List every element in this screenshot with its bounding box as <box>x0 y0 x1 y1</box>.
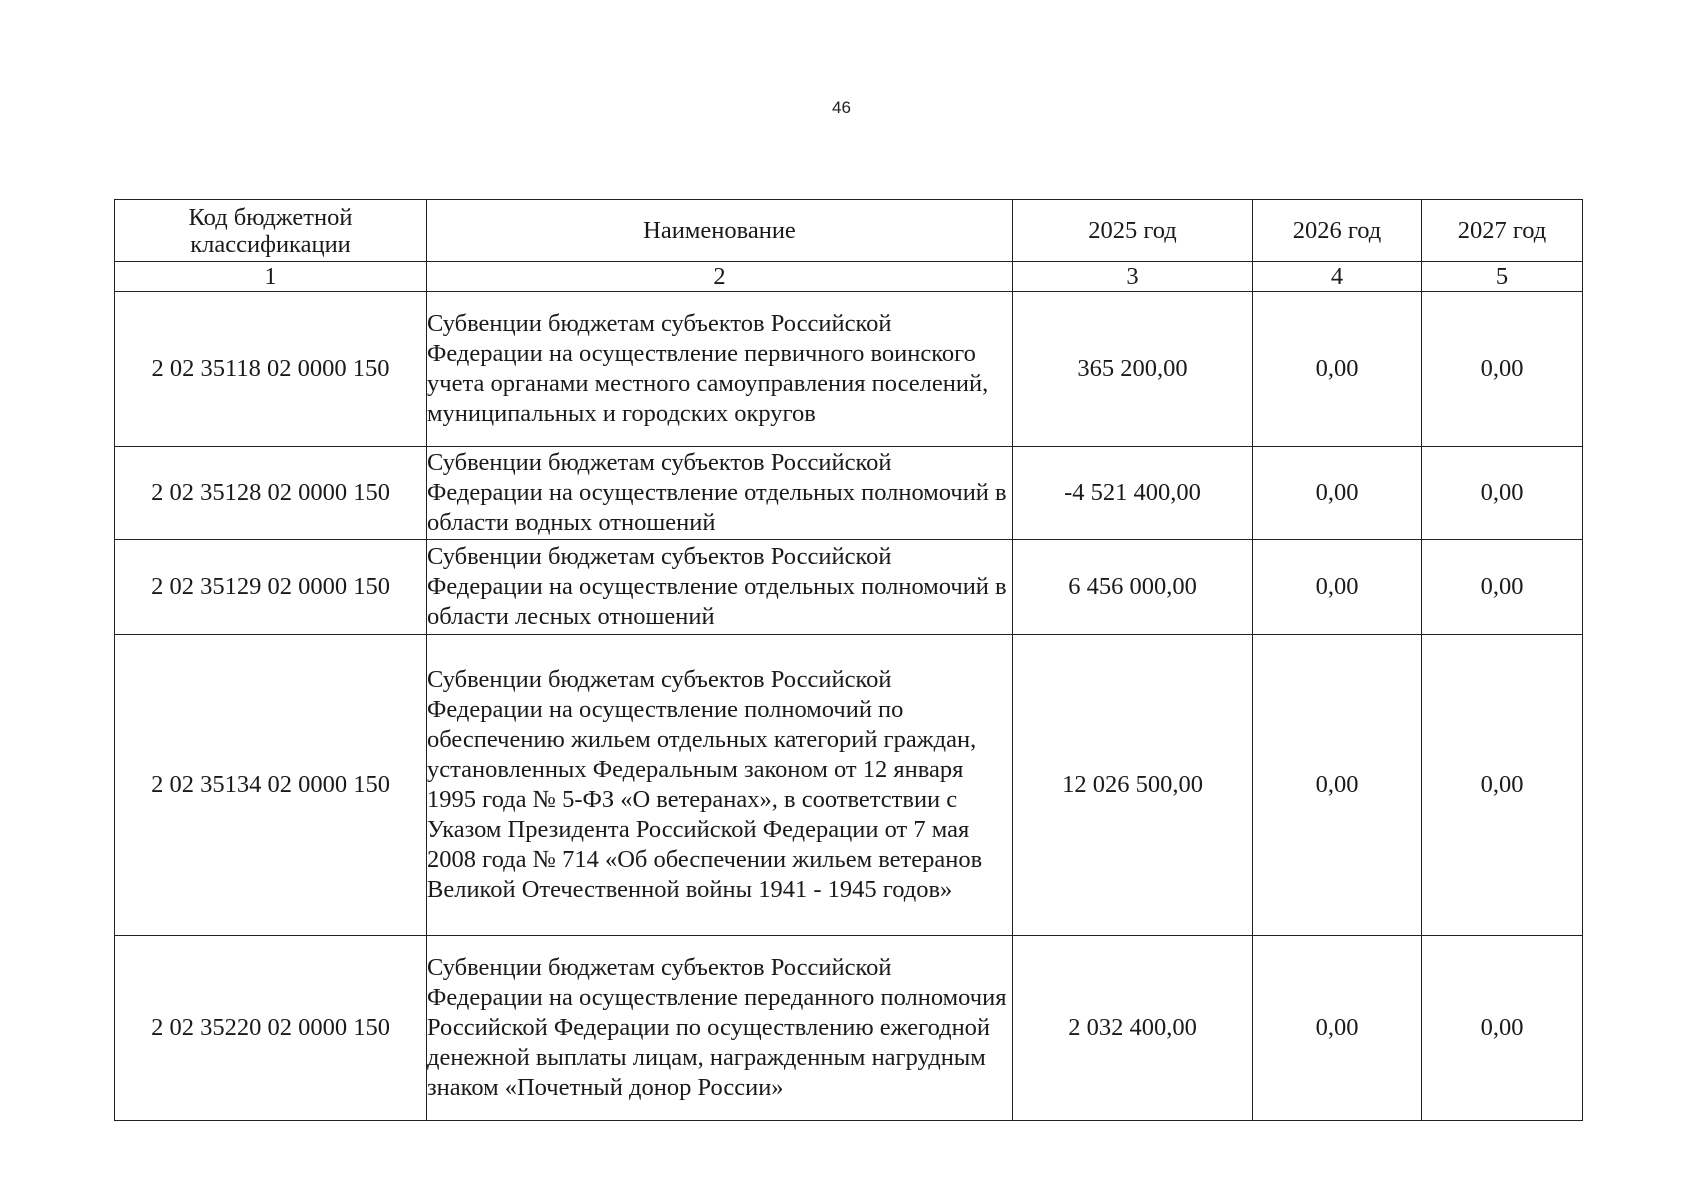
amount-2026-cell: 0,00 <box>1253 635 1422 936</box>
amount-2027-cell: 0,00 <box>1422 936 1583 1121</box>
table-row <box>115 936 1583 1121</box>
header-2025: 2025 год <box>1013 200 1253 262</box>
amount-2026-cell: 0,00 <box>1253 936 1422 1121</box>
amount-2026-cell: 0,00 <box>1253 292 1422 447</box>
amount-2025-cell: 12 026 500,00 <box>1013 635 1253 936</box>
header-name: Наименование <box>427 200 1013 262</box>
amount-2027-cell: 0,00 <box>1422 635 1583 936</box>
column-number: 5 <box>1422 262 1583 292</box>
table-row <box>115 292 1583 447</box>
header-2027: 2027 год <box>1422 200 1583 262</box>
amount-2026-cell: 0,00 <box>1253 540 1422 635</box>
name-cell: Субвенции бюджетам субъектов Российской Федерации на осуществление отдельных полномочий в области водных отношений <box>427 447 1013 540</box>
name-cell: Субвенции бюджетам субъектов Российской Федерации на осуществление отдельных полномочий в области лесных отношений <box>427 540 1013 635</box>
amount-2025-cell: 6 456 000,00 <box>1013 540 1253 635</box>
name-cell: Субвенции бюджетам субъектов Российской Федерации на осуществление первичного воинского учета органами местного самоуправления поселений, муниципальных и городских округов <box>427 292 1013 447</box>
table-header-row <box>115 200 1583 262</box>
amount-2027-cell: 0,00 <box>1422 447 1583 540</box>
amount-2027-cell: 0,00 <box>1422 540 1583 635</box>
column-number: 1 <box>115 262 427 292</box>
column-number: 3 <box>1013 262 1253 292</box>
table-row <box>115 635 1583 936</box>
column-number: 2 <box>427 262 1013 292</box>
budget-code-cell: 2 02 35129 02 0000 150 <box>115 540 427 635</box>
name-cell: Субвенции бюджетам субъектов Российской Федерации на осуществление полномочий по обеспечению жильем отдельных категорий граждан, установленных Федеральным законом от 12 января 1995 года № 5-ФЗ «О ветеранах», в соответствии с Указом Президента Российской Федерации от 7 мая 2008 года № 714 «Об обеспечении жильем ветеранов Великой Отечественной войны 1941 - 1945 годов» <box>427 635 1013 936</box>
budget-code-cell: 2 02 35118 02 0000 150 <box>115 292 427 447</box>
page-number: 46 <box>832 98 851 117</box>
header-code: Код бюджетной классификации <box>115 200 427 262</box>
table-row <box>115 447 1583 540</box>
column-number: 4 <box>1253 262 1422 292</box>
budget-table <box>114 199 1583 1121</box>
amount-2025-cell: 365 200,00 <box>1013 292 1253 447</box>
header-2026: 2026 год <box>1253 200 1422 262</box>
budget-code-cell: 2 02 35128 02 0000 150 <box>115 447 427 540</box>
amount-2025-cell: 2 032 400,00 <box>1013 936 1253 1121</box>
budget-code-cell: 2 02 35134 02 0000 150 <box>115 635 427 936</box>
budget-code-cell: 2 02 35220 02 0000 150 <box>115 936 427 1121</box>
amount-2026-cell: 0,00 <box>1253 447 1422 540</box>
table-row <box>115 540 1583 635</box>
column-number-row <box>115 262 1583 292</box>
amount-2027-cell: 0,00 <box>1422 292 1583 447</box>
name-cell: Субвенции бюджетам субъектов Российской Федерации на осуществление переданного полномочия Российской Федерации по осуществлению ежегодной денежной выплаты лицам, награжденным нагрудным знаком «Почетный донор России» <box>427 936 1013 1121</box>
amount-2025-cell: -4 521 400,00 <box>1013 447 1253 540</box>
